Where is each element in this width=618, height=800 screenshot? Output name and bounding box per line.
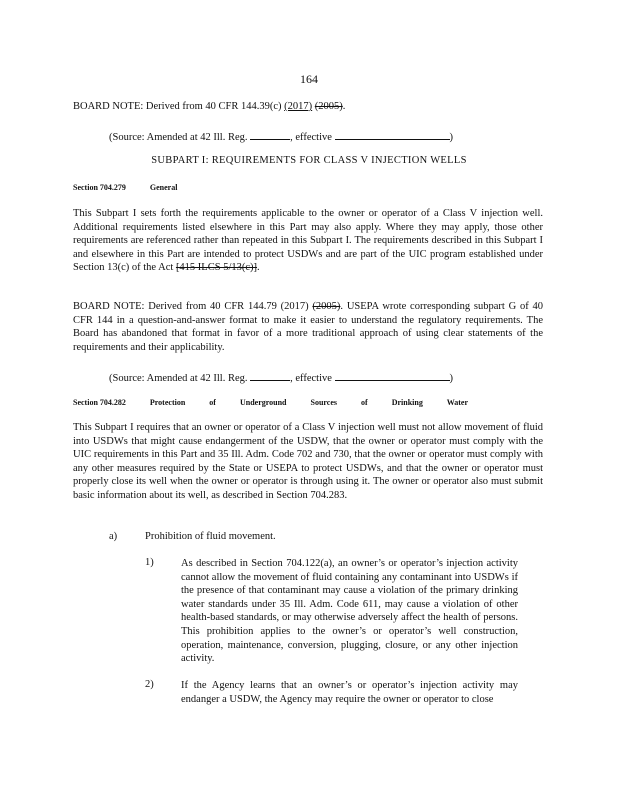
section-704-279-number: Section 704.279 (73, 183, 126, 192)
section-704-282-title-word-3: Underground (239, 398, 287, 407)
source-1-prefix: (Source: Amended at 42 Ill. Reg. (109, 132, 248, 143)
section-704-282-title-word-4: Sources (310, 398, 338, 407)
section-704-279-title: General (149, 183, 178, 192)
board-note-2-text: BOARD NOTE: Derived from 40 CFR 144.79 (2017) (73, 301, 313, 312)
item-a-text: Prohibition of fluid movement. (145, 531, 276, 542)
item-2-label: 2) (145, 679, 154, 690)
section-704-282-title-word-7: Water (446, 398, 469, 407)
section-704-279-heading (73, 183, 199, 192)
paragraph-704-279 (73, 207, 543, 275)
paragraph-704-279-end: . (257, 262, 260, 274)
item-1-text: As described in Section 704.122(a), an owner’s or operator’s injection activity cannot allow the movement of fluid containing any contaminant into USDWs if the presence of that contaminant may cause a violation of the primary drinking water standards under 35 Ill. Adm. Code 611, may cause a violation of other health-based standards, or may otherwise adversely affect the health of persons. This prohibition applies to the owner’s or operator’s well construction, operation, maintenance, conversion, plugging, closure, or any other injection activity. (181, 558, 518, 665)
source-line-2 (109, 370, 453, 385)
board-note-1-struck: (2005) (314, 101, 343, 112)
board-note-1-text: BOARD NOTE: Derived from 40 CFR 144.39(c) (73, 101, 285, 112)
source-2-reg-blank (250, 370, 290, 381)
item-2-text: If the Agency learns that an owner’s or operator’s injection activity may endanger a USDW, the Agency may require the owner or operator to close (181, 680, 518, 705)
item-a-label: a) (109, 531, 118, 542)
source-2-prefix: (Source: Amended at 42 Ill. Reg. (109, 373, 248, 384)
item-1-label: 1) (145, 557, 154, 568)
board-note-2-struck: (2005) (312, 301, 341, 312)
subpart-heading: SUBPART I: REQUIREMENTS FOR CLASS V INJECTION WELLS (151, 155, 467, 166)
board-note-1 (73, 101, 345, 113)
source-line-1 (109, 129, 453, 144)
source-2-effective-blank (335, 370, 450, 381)
source-1-effective-blank (335, 129, 450, 140)
section-704-282-title-word-2: of (209, 398, 216, 407)
board-note-1-end: . (342, 101, 346, 112)
section-704-282-title-word-1: Protection (149, 398, 186, 407)
paragraph-704-282: This Subpart I requires that an owner or operator of a Class V injection well must not allow movement of fluid into USDWs that might cause endangerment of the USDW, that the owner or operator must comply with the UIC requirements in this Part and 35 Ill. Adm. Code 702 and 730, that the owner or operator must comply with any other measures required by the State or USEPA to protect USDWs, and that the owner or operator must properly close its well when the owner or operator is through using it. The owner or operator also must submit basic information about its well, as described in Section 704.283. (73, 422, 543, 501)
board-note-2-rest: . USEPA wrote corresponding subpart G of 40 CFR 144 in a question-and-answer format to make it easier to understand the regulatory requirements. The Board has abandoned that format in favor of a more traditional approach of using clear statements of the requirements and their applicability. (73, 301, 543, 353)
page-number: 164 (300, 72, 318, 86)
source-2-close: ) (449, 373, 454, 384)
board-note-2 (73, 300, 543, 354)
source-2-mid: , effective (290, 373, 332, 384)
section-704-282-number: Section 704.282 (73, 398, 126, 407)
paragraph-704-279-text: This Subpart I sets forth the requirements applicable to the owner or operator of a Class V injection well. Additional requirements listed elsewhere in this Part may also apply. Where they may apply, those other requirements are referenced rather than repeated in this Subpart I. The requirements described in this Subpart I and elsewhere in this Part are intended to protect USDWs and are part of the UIC program established under Section 13(c) of the Act (73, 208, 543, 274)
source-1-reg-blank (250, 129, 290, 140)
section-704-282-title-word-5: of (361, 398, 368, 407)
source-1-close: ) (449, 132, 454, 143)
section-704-282-heading (73, 398, 490, 407)
section-704-282-title-word-6: Drinking (391, 398, 423, 407)
board-note-1-underlined: (2017) (284, 101, 313, 112)
source-1-mid: , effective (290, 132, 332, 143)
paragraph-704-279-struck: [415 ILCS 5/13(c)] (175, 262, 258, 274)
